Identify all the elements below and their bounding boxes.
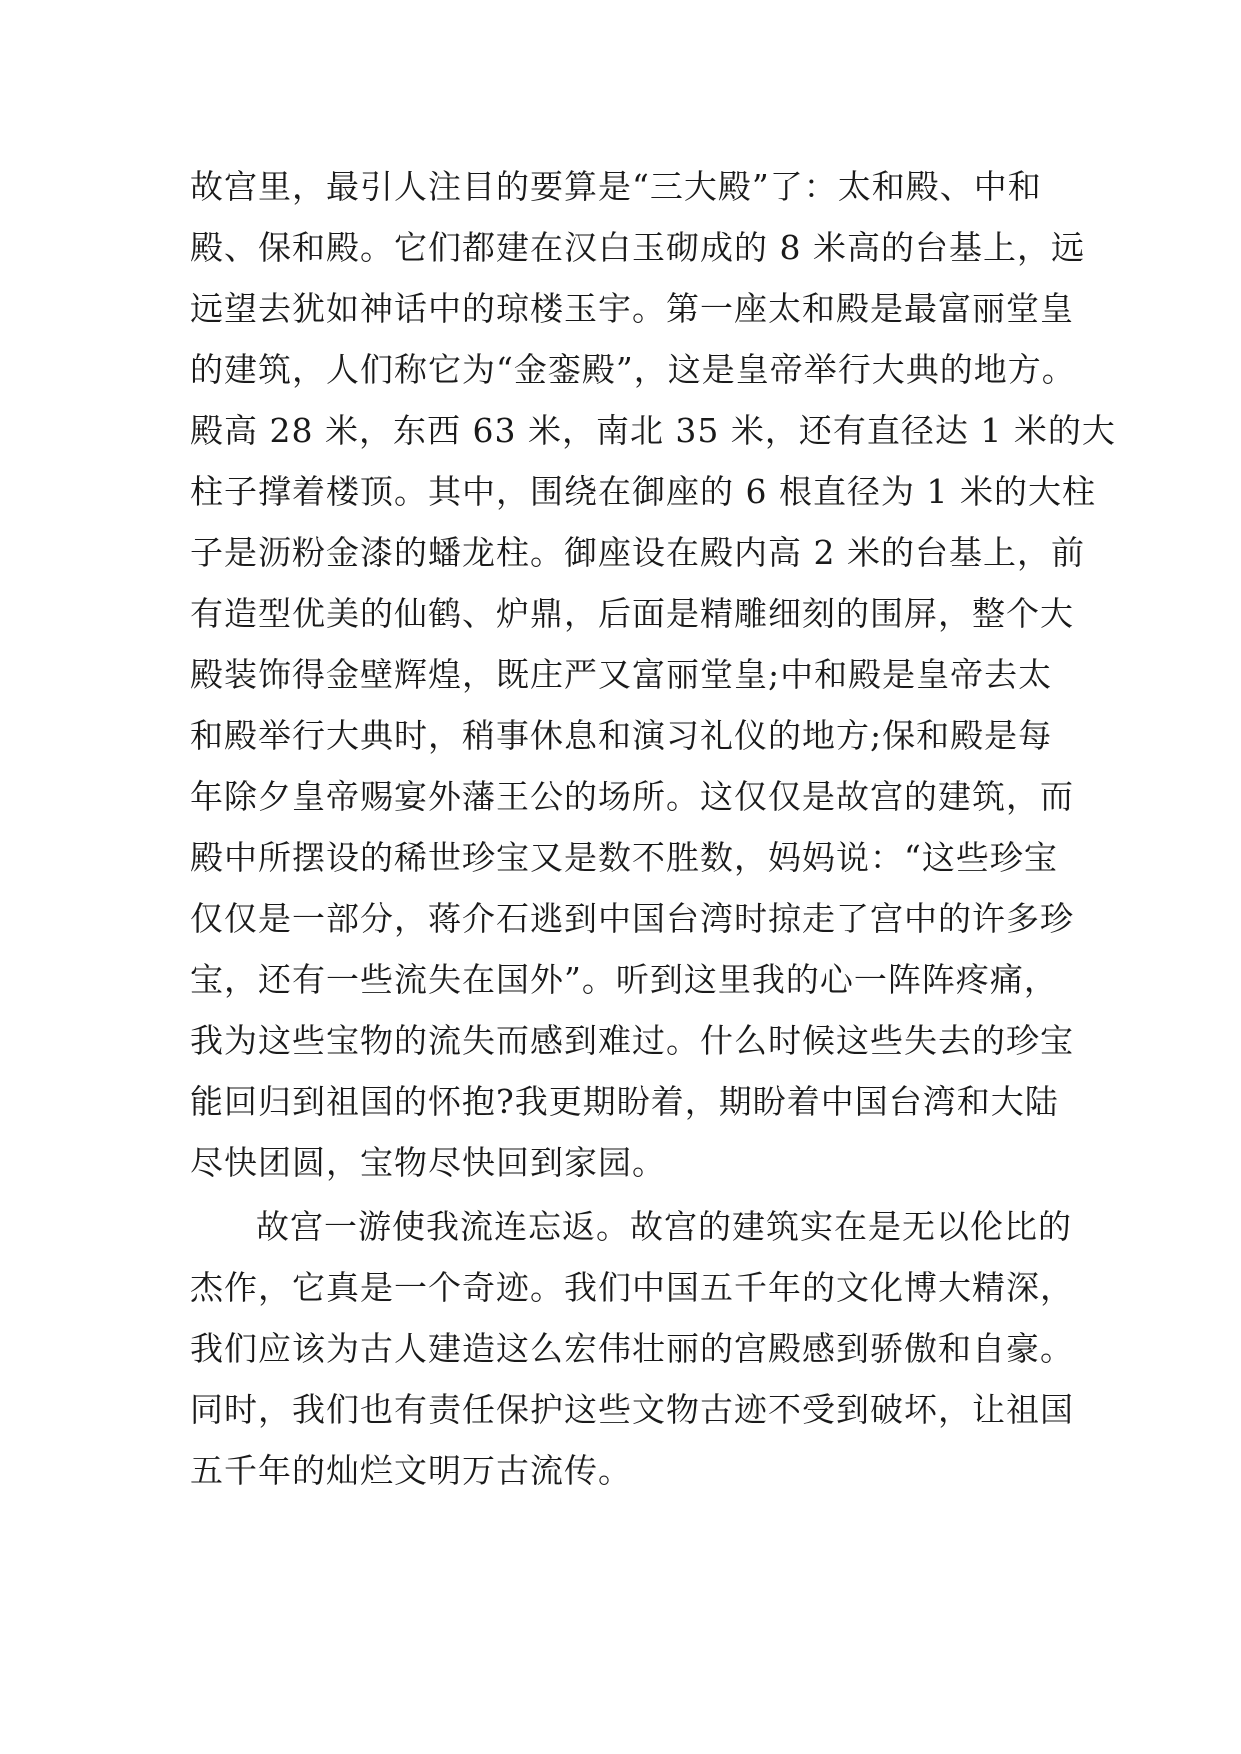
document-body [190,156,1116,1501]
text-line: 殿装饰得金壁辉煌，既庄严又富丽堂皇;中和殿是皇帝去太 [190,655,1053,694]
text-line: 年除夕皇帝赐宴外藩王公的场所。这仅仅是故宫的建筑，而 [190,777,1074,816]
text-line: 尽快团圆，宝物尽快回到家园。 [190,1143,666,1182]
text-line: 五千年的灿烂文明万古流传。 [190,1451,632,1490]
text-line: 我们应该为古人建造这么宏伟壮丽的宫殿感到骄傲和自豪。 [190,1329,1074,1368]
paragraph-2 [190,1196,1074,1501]
text-line: 我为这些宝物的流失而感到难过。什么时候这些失去的珍宝 [190,1021,1074,1060]
text-line: 远望去犹如神话中的琼楼玉宇。第一座太和殿是最富丽堂皇 [190,289,1074,328]
text-line: 殿、保和殿。它们都建在汉白玉砌成的 8 米高的台基上，远 [190,228,1085,267]
text-line: 有造型优美的仙鹤、炉鼎，后面是精雕细刻的围屏，整个大 [190,594,1074,633]
text-line: 同时，我们也有责任保护这些文物古迹不受到破坏，让祖国 [190,1390,1074,1429]
text-line: 故宫里，最引人注目的要算是“三大殿”了：太和殿、中和 [190,167,1042,206]
text-line: 殿高 28 米，东西 63 米，南北 35 米，还有直径达 1 米的大 [190,411,1116,450]
text-line: 宝，还有一些流失在国外”。听到这里我的心一阵阵疼痛， [190,960,1058,999]
text-line-indented: 故宫一游使我流连忘返。故宫的建筑实在是无以伦比的 [256,1207,1072,1246]
text-line: 的建筑，人们称它为“金銮殿”，这是皇帝举行大典的地方。 [190,350,1076,389]
text-line: 柱子撑着楼顶。其中，围绕在御座的 6 根直径为 1 米的大柱 [190,472,1096,511]
text-line: 杰作，它真是一个奇迹。我们中国五千年的文化博大精深， [190,1268,1074,1307]
text-line: 能回归到祖国的怀抱?我更期盼着，期盼着中国台湾和大陆 [190,1082,1059,1121]
text-line: 殿中所摆设的稀世珍宝又是数不胜数，妈妈说：“这些珍宝 [190,838,1058,877]
text-line: 和殿举行大典时，稍事休息和演习礼仪的地方;保和殿是每 [190,716,1053,755]
text-line: 子是沥粉金漆的蟠龙柱。御座设在殿内高 2 米的台基上，前 [190,533,1085,572]
paragraph-1 [190,156,1116,1193]
text-line: 仅仅是一部分，蒋介石逃到中国台湾时掠走了宫中的许多珍 [190,899,1074,938]
